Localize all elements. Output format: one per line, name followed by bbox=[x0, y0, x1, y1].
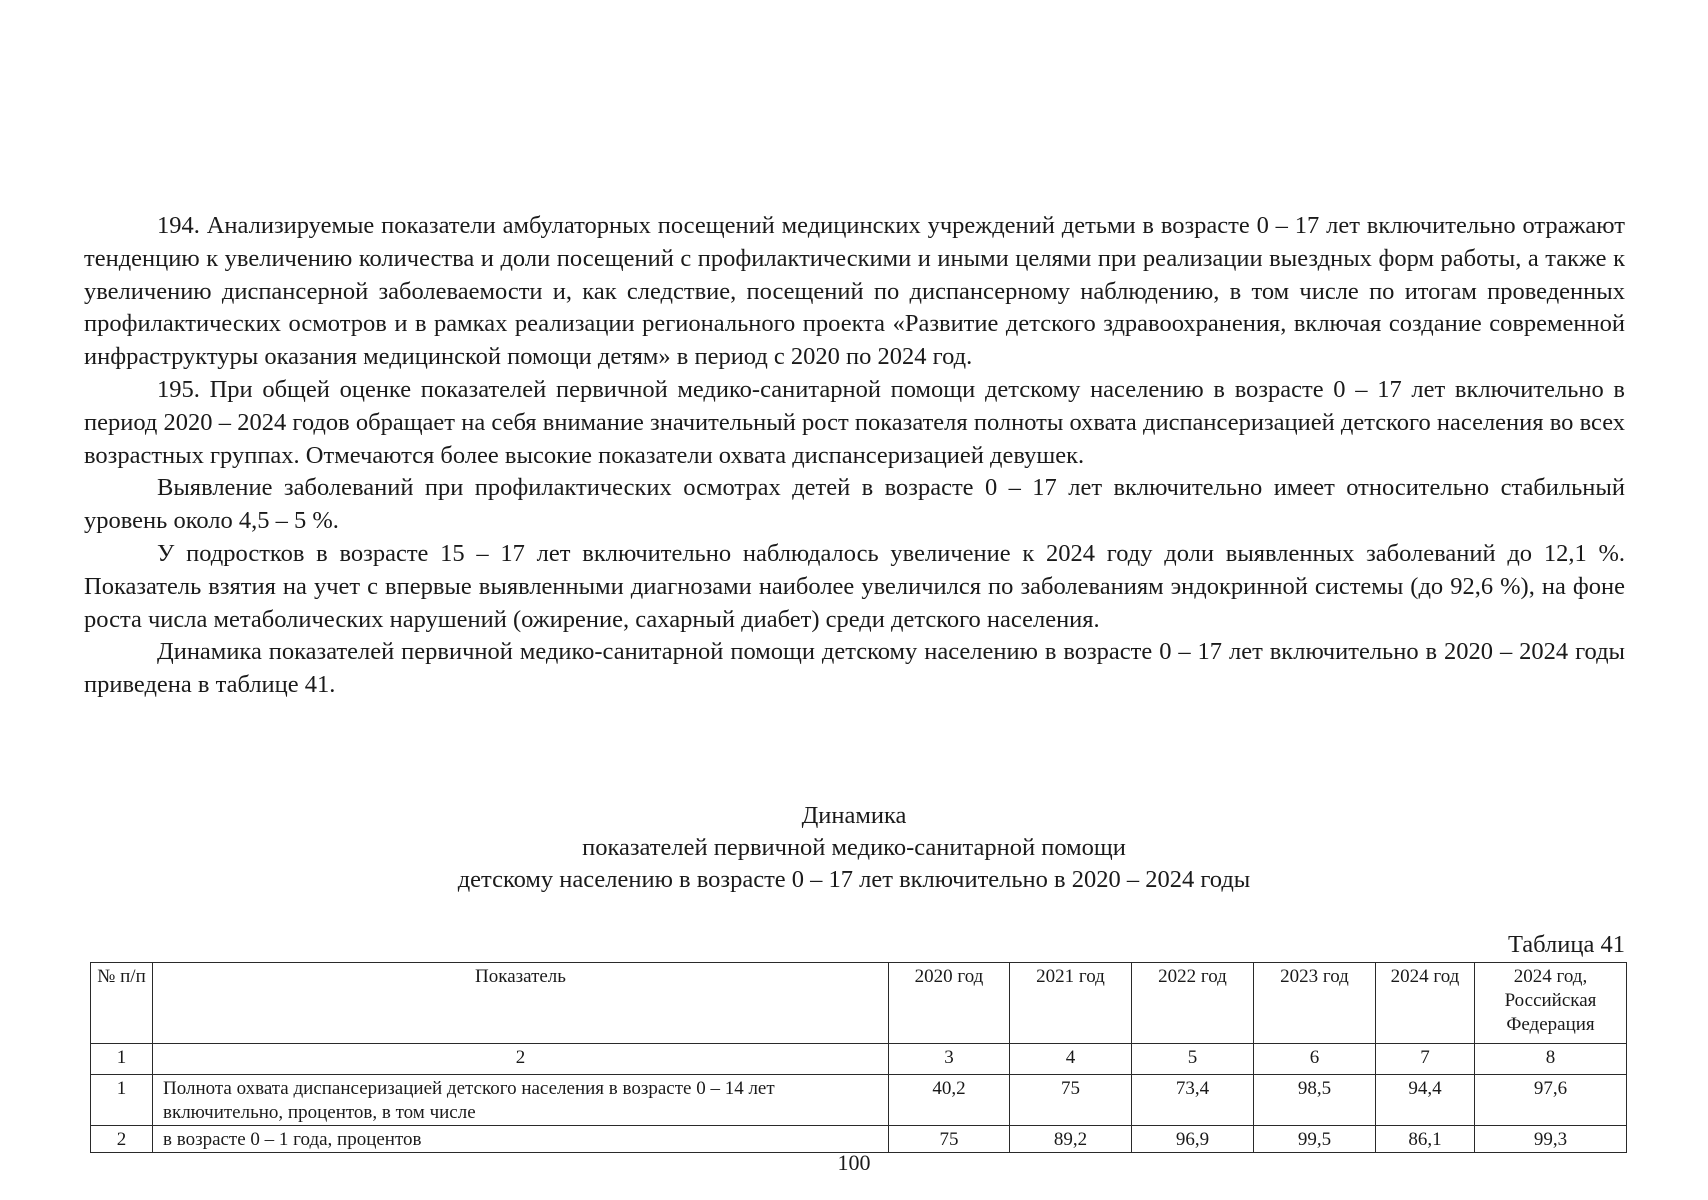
row-indicator: в возрасте 0 – 1 года, процентов bbox=[153, 1126, 889, 1153]
page-number: 100 bbox=[837, 1150, 871, 1175]
column-number-row bbox=[91, 1044, 1627, 1075]
header-2024-rf: 2024 год, Российская Федерация bbox=[1475, 963, 1627, 1044]
cell-2020: 75 bbox=[889, 1126, 1010, 1153]
column-number: 2 bbox=[153, 1044, 889, 1075]
header-2024: 2024 год bbox=[1376, 963, 1475, 1044]
cell-2024: 94,4 bbox=[1376, 1075, 1475, 1126]
header-indicator: Показатель bbox=[153, 963, 889, 1044]
column-number: 3 bbox=[889, 1044, 1010, 1075]
indicators-table bbox=[90, 962, 1627, 1153]
paragraph-194: 194. Анализируемые показатели амбулаторных посещений медицинских учреждений детьми в возрасте 0 – 17 лет включительно отражают тенденцию к увеличению количества и доли посещений с профилактическими и иными целями при реализации выездных форм работы, а также к увеличению диспансерной заболеваемости и, как следствие, посещений по диспансерному наблюдению, в том числе по итогам проведенных профилактических осмотров и в рамках реализации регионального проекта «Развитие детского здравоохранения, включая создание современной инфраструктуры оказания медицинской помощи детям» в период с 2020 по 2024 год. bbox=[84, 212, 1625, 371]
column-number: 1 bbox=[91, 1044, 153, 1075]
paragraph-195: 195. При общей оценке показателей первичной медико-санитарной помощи детскому населению в возрасте 0 – 17 лет включительно в период 2020 – 2024 годов обращает на себя внимание значительный рост показателя полноты охвата диспансеризацией детского населения во всех возрастных группах. Отмечаются более высокие показатели охвата диспансеризацией девушек. bbox=[84, 375, 1625, 469]
table-title-line: Динамика bbox=[801, 802, 907, 829]
table-header-row bbox=[91, 963, 1627, 1044]
paragraph-table-reference: Динамика показателей первичной медико-санитарной помощи детскому населению в возрасте 0 – 17 лет включительно в 2020 – 2024 годы приведена в таблице 41. bbox=[84, 638, 1625, 699]
cell-2020: 40,2 bbox=[889, 1075, 1010, 1126]
cell-2023: 98,5 bbox=[1254, 1075, 1376, 1126]
header-2022: 2022 год bbox=[1132, 963, 1254, 1044]
column-number: 4 bbox=[1010, 1044, 1132, 1075]
column-number: 8 bbox=[1475, 1044, 1627, 1075]
column-number: 5 bbox=[1132, 1044, 1254, 1075]
header-2021: 2021 год bbox=[1010, 963, 1132, 1044]
row-num: 1 bbox=[91, 1075, 153, 1126]
table-title-line: детскому населению в возрасте 0 – 17 лет включительно в 2020 – 2024 годы bbox=[457, 866, 1251, 893]
header-2023: 2023 год bbox=[1254, 963, 1376, 1044]
paragraph-adolescents: У подростков в возрасте 15 – 17 лет включительно наблюдалось увеличение к 2024 году доли выявленных заболеваний до 12,1 %. Показатель взятия на учет с впервые выявленными диагнозами наиболее увеличился по заболеваниям эндокринной системы (до 92,6 %), на фоне роста числа метаболических нарушений (ожирение, сахарный диабет) среди детского населения. bbox=[84, 539, 1625, 633]
cell-2021: 89,2 bbox=[1010, 1126, 1132, 1153]
table-row bbox=[91, 1126, 1627, 1153]
cell-2022: 96,9 bbox=[1132, 1126, 1254, 1153]
header-2020: 2020 год bbox=[889, 963, 1010, 1044]
row-indicator: Полнота охвата диспансеризацией детского населения в возрасте 0 – 14 лет включительно, процентов, в том числе bbox=[153, 1075, 889, 1126]
cell-2023: 99,5 bbox=[1254, 1126, 1376, 1153]
table-row bbox=[91, 1075, 1627, 1126]
row-num: 2 bbox=[91, 1126, 153, 1153]
cell-2024-rf: 97,6 bbox=[1475, 1075, 1627, 1126]
paragraph-detection: Выявление заболеваний при профилактических осмотрах детей в возрасте 0 – 17 лет включительно имеет относительно стабильный уровень около 4,5 – 5 %. bbox=[84, 474, 1625, 535]
cell-2022: 73,4 bbox=[1132, 1075, 1254, 1126]
cell-2021: 75 bbox=[1010, 1075, 1132, 1126]
column-number: 6 bbox=[1254, 1044, 1376, 1075]
body-text bbox=[84, 210, 1625, 702]
table-title bbox=[0, 800, 1708, 896]
column-number: 7 bbox=[1376, 1044, 1475, 1075]
cell-2024-rf: 99,3 bbox=[1475, 1126, 1627, 1153]
table-title-line: показателей первичной медико-санитарной помощи bbox=[582, 834, 1126, 861]
table-label: Таблица 41 bbox=[1507, 931, 1625, 958]
cell-2024: 86,1 bbox=[1376, 1126, 1475, 1153]
header-num: № п/п bbox=[91, 963, 153, 1044]
